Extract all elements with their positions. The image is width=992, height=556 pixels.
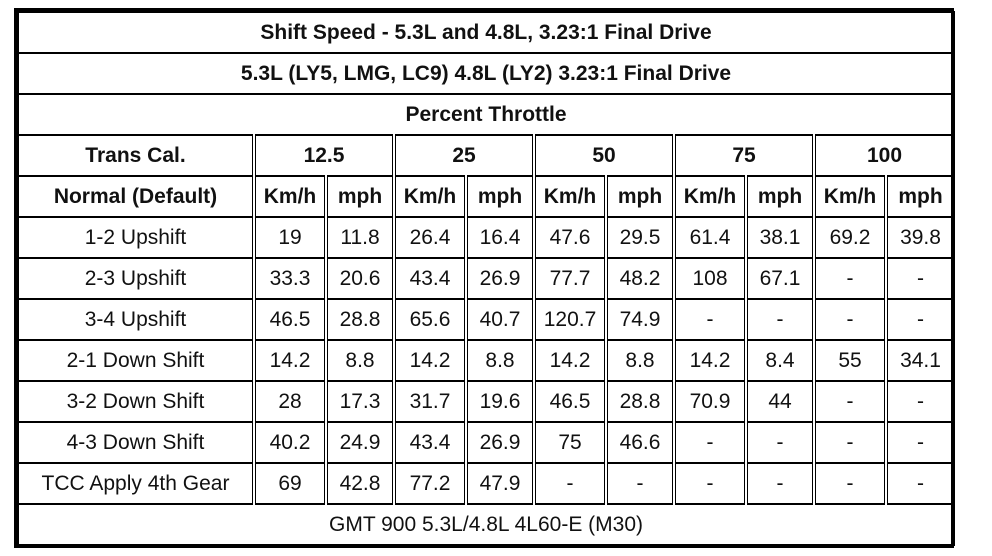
table-cell: 31.7 [394, 381, 466, 422]
table-cell: 46.6 [606, 422, 674, 463]
table-cell: 46.5 [254, 299, 326, 340]
table-cell: - [814, 258, 886, 299]
table-cell: 75 [534, 422, 606, 463]
throttle-level: 12.5 [254, 135, 394, 176]
table-cell: 40.2 [254, 422, 326, 463]
table-cell: 14.2 [394, 340, 466, 381]
table-cell: 77.2 [394, 463, 466, 504]
table-cell: - [606, 463, 674, 504]
table-row [18, 299, 954, 340]
unit-header: mph [886, 176, 954, 217]
table-cell: - [886, 299, 954, 340]
table-cell: 26.9 [466, 422, 534, 463]
table-cell: 108 [674, 258, 746, 299]
table-cell: 8.8 [326, 340, 394, 381]
table-cell: 44 [746, 381, 814, 422]
table-cell: 120.7 [534, 299, 606, 340]
table-cell: 69 [254, 463, 326, 504]
table-row [18, 422, 954, 463]
section-header: Percent Throttle [18, 94, 954, 135]
shift-speed-table [17, 11, 955, 546]
table-cell: 19.6 [466, 381, 534, 422]
table-row [18, 381, 954, 422]
row-label: 1-2 Upshift [18, 217, 254, 258]
table-cell: 61.4 [674, 217, 746, 258]
table-cell: 14.2 [254, 340, 326, 381]
table-cell: 26.4 [394, 217, 466, 258]
row-label: TCC Apply 4th Gear [18, 463, 254, 504]
table-cell: 24.9 [326, 422, 394, 463]
unit-header: mph [466, 176, 534, 217]
row-label: 3-4 Upshift [18, 299, 254, 340]
table-cell: - [746, 463, 814, 504]
table-cell: 14.2 [534, 340, 606, 381]
table-cell: - [886, 463, 954, 504]
trans-cal-label: Trans Cal. [18, 135, 254, 176]
row-label: 3-2 Down Shift [18, 381, 254, 422]
table-cell: 55 [814, 340, 886, 381]
throttle-level: 50 [534, 135, 674, 176]
table-row [18, 258, 954, 299]
table-cell: 8.8 [466, 340, 534, 381]
table-cell: - [814, 381, 886, 422]
table-cell: 74.9 [606, 299, 674, 340]
unit-header: Km/h [674, 176, 746, 217]
table-cell: 48.2 [606, 258, 674, 299]
unit-header: Km/h [814, 176, 886, 217]
table-row [18, 340, 954, 381]
table-cell: 26.9 [466, 258, 534, 299]
table-cell: - [814, 463, 886, 504]
throttle-header-row [18, 135, 954, 176]
table-cell: 47.9 [466, 463, 534, 504]
table-cell: 46.5 [534, 381, 606, 422]
table-cell: 19 [254, 217, 326, 258]
table-cell: 29.5 [606, 217, 674, 258]
table-cell: 77.7 [534, 258, 606, 299]
table-cell: 17.3 [326, 381, 394, 422]
table-cell: 38.1 [746, 217, 814, 258]
mode-label: Normal (Default) [18, 176, 254, 217]
unit-header: mph [606, 176, 674, 217]
table-cell: 28.8 [606, 381, 674, 422]
table-cell: - [674, 299, 746, 340]
table-cell: - [534, 463, 606, 504]
table-cell: 20.6 [326, 258, 394, 299]
table-title: Shift Speed - 5.3L and 4.8L, 3.23:1 Final Drive [18, 12, 954, 53]
table-cell: - [674, 422, 746, 463]
table-cell: - [674, 463, 746, 504]
row-label: 4-3 Down Shift [18, 422, 254, 463]
table-cell: 28 [254, 381, 326, 422]
table-cell: 33.3 [254, 258, 326, 299]
table-cell: - [886, 422, 954, 463]
table-cell: - [814, 299, 886, 340]
shift-speed-table-frame [14, 8, 954, 548]
unit-header-row [18, 176, 954, 217]
table-cell: 16.4 [466, 217, 534, 258]
table-cell: - [746, 299, 814, 340]
table-cell: - [886, 258, 954, 299]
table-cell: 34.1 [886, 340, 954, 381]
table-cell: 43.4 [394, 258, 466, 299]
table-cell: 69.2 [814, 217, 886, 258]
table-cell: 40.7 [466, 299, 534, 340]
table-row [18, 217, 954, 258]
unit-header: mph [746, 176, 814, 217]
table-cell: 8.4 [746, 340, 814, 381]
table-cell: - [886, 381, 954, 422]
table-footer: GMT 900 5.3L/4.8L 4L60-E (M30) [18, 504, 954, 545]
table-cell: 47.6 [534, 217, 606, 258]
table-cell: 42.8 [326, 463, 394, 504]
table-cell: 39.8 [886, 217, 954, 258]
throttle-level: 75 [674, 135, 814, 176]
table-subtitle: 5.3L (LY5, LMG, LC9) 4.8L (LY2) 3.23:1 Final Drive [18, 53, 954, 94]
table-cell: 67.1 [746, 258, 814, 299]
unit-header: Km/h [394, 176, 466, 217]
row-label: 2-1 Down Shift [18, 340, 254, 381]
table-cell: - [814, 422, 886, 463]
unit-header: mph [326, 176, 394, 217]
table-cell: - [746, 422, 814, 463]
table-cell: 14.2 [674, 340, 746, 381]
table-cell: 65.6 [394, 299, 466, 340]
table-cell: 8.8 [606, 340, 674, 381]
throttle-level: 100 [814, 135, 954, 176]
table-cell: 11.8 [326, 217, 394, 258]
throttle-level: 25 [394, 135, 534, 176]
row-label: 2-3 Upshift [18, 258, 254, 299]
table-cell: 70.9 [674, 381, 746, 422]
unit-header: Km/h [254, 176, 326, 217]
unit-header: Km/h [534, 176, 606, 217]
table-cell: 28.8 [326, 299, 394, 340]
table-row [18, 463, 954, 504]
table-cell: 43.4 [394, 422, 466, 463]
